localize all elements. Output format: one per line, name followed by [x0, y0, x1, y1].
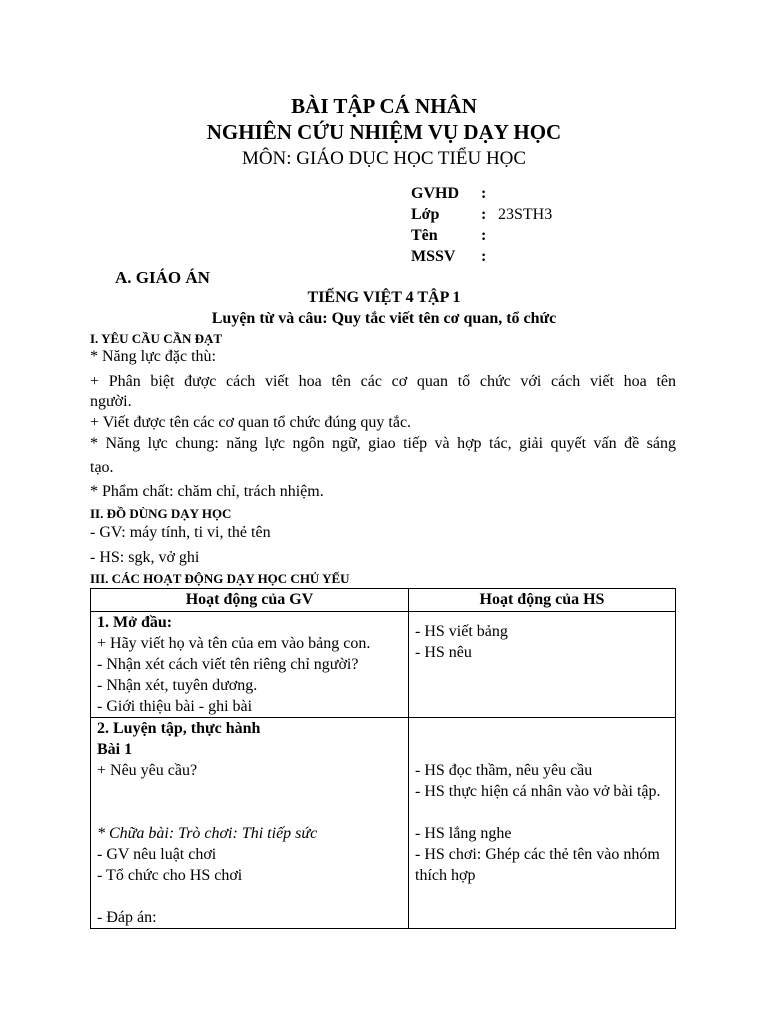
gv-step: - Giới thiệu bài - ghi bài	[97, 698, 253, 715]
gv-step: * Chữa bài: Trò chơi: Thi tiếp sức	[97, 825, 318, 842]
spacer	[415, 802, 669, 823]
part1-line: tạo.	[90, 459, 114, 476]
gv-step: - Tổ chức cho HS chơi	[97, 867, 243, 884]
subject-line: MÔN: GIÁO DỤC HỌC TIỂU HỌC	[241, 148, 527, 169]
table-row	[91, 718, 676, 929]
gv-step: - Đáp án:	[97, 909, 157, 926]
info-label: Tên	[411, 227, 438, 244]
table-row	[91, 612, 676, 718]
hs-cell	[409, 612, 676, 718]
spacer	[97, 802, 402, 823]
spacer	[415, 612, 669, 621]
part2-hs: - HS: sgk, vở ghi	[90, 549, 200, 566]
spacer	[415, 718, 669, 739]
part1-line: * Phẩm chất: chăm chỉ, trách nhiệm.	[90, 483, 324, 500]
info-ten	[411, 227, 611, 247]
gv-step: + Hãy viết họ và tên của em vào bảng con.	[97, 635, 371, 652]
activities-table	[90, 588, 676, 929]
section-a-heading: A. GIÁO ÁN	[115, 268, 210, 287]
info-colon: :	[481, 227, 487, 244]
info-lop	[411, 206, 611, 226]
info-colon: :	[481, 185, 487, 202]
info-colon: :	[481, 248, 487, 265]
lesson-book: TIẾNG VIỆT 4 TẬP 1	[307, 289, 461, 306]
info-mssv	[411, 248, 611, 268]
gv-step: - GV nêu luật chơi	[97, 846, 217, 863]
activity-title: 2. Luyện tập, thực hành	[97, 720, 261, 737]
hs-step: - HS thực hiện cá nhân vào vở bài tập.	[415, 783, 661, 800]
hs-step: - HS viết bảng	[415, 623, 508, 640]
info-value: 23STH3	[498, 206, 553, 223]
info-label: Lớp	[411, 206, 440, 223]
gv-step: - Nhận xét cách viết tên riêng chỉ người?	[97, 656, 359, 673]
column-header-gv: Hoạt động của GV	[91, 589, 409, 612]
activity-title: 1. Mở đầu:	[97, 614, 173, 631]
table-header-row	[91, 589, 676, 612]
hs-step: - HS chơi: Ghép các thẻ tên vào nhóm thích hợp	[415, 846, 660, 884]
document-title: BÀI TẬP CÁ NHÂN	[291, 94, 477, 118]
part1-line: + Viết được tên các cơ quan tổ chức đúng quy tắc.	[90, 414, 412, 431]
info-label: GVHD	[411, 185, 459, 202]
info-label: MSSV	[411, 248, 456, 265]
column-header-hs: Hoạt động của HS	[409, 589, 676, 612]
info-gvhd	[411, 185, 611, 205]
part2-gv: - GV: máy tính, ti vi, thẻ tên	[90, 524, 271, 541]
part2-heading: II. ĐỒ DÙNG DẠY HỌC	[90, 506, 232, 521]
part1-line: người.	[90, 393, 132, 410]
part1-line: + Phân biệt được cách viết hoa tên các cơ quan tổ chức với cách viết hoa tên	[90, 373, 676, 390]
document-subtitle: NGHIÊN CỨU NHIỆM VỤ DẠY HỌC	[206, 120, 562, 144]
part1-line: * Năng lực đặc thù:	[90, 348, 216, 365]
gv-cell	[91, 612, 409, 718]
lesson-topic: Luyện từ và câu: Quy tắc viết tên cơ quan, tổ chức	[211, 310, 557, 327]
gv-step: - Nhận xét, tuyên dương.	[97, 677, 258, 694]
part1-heading: I. YÊU CẦU CẦN ĐẠT	[90, 331, 223, 346]
exercise-title: Bài 1	[97, 741, 133, 758]
part3-heading: III. CÁC HOẠT ĐỘNG DẠY HỌC CHỦ YẾU	[90, 571, 350, 586]
spacer	[415, 739, 669, 760]
hs-cell	[409, 718, 676, 929]
info-colon: :	[481, 206, 487, 223]
hs-step: - HS đọc thầm, nêu yêu cầu	[415, 762, 593, 779]
part1-line: * Năng lực chung: năng lực ngôn ngữ, giao tiếp và hợp tác, giải quyết vấn đề sáng	[90, 435, 676, 452]
spacer	[97, 781, 402, 802]
hs-step: - HS nêu	[415, 644, 472, 661]
spacer	[97, 886, 402, 907]
hs-step: - HS lắng nghe	[415, 825, 512, 842]
gv-step: + Nêu yêu cầu?	[97, 762, 198, 779]
gv-cell	[91, 718, 409, 929]
